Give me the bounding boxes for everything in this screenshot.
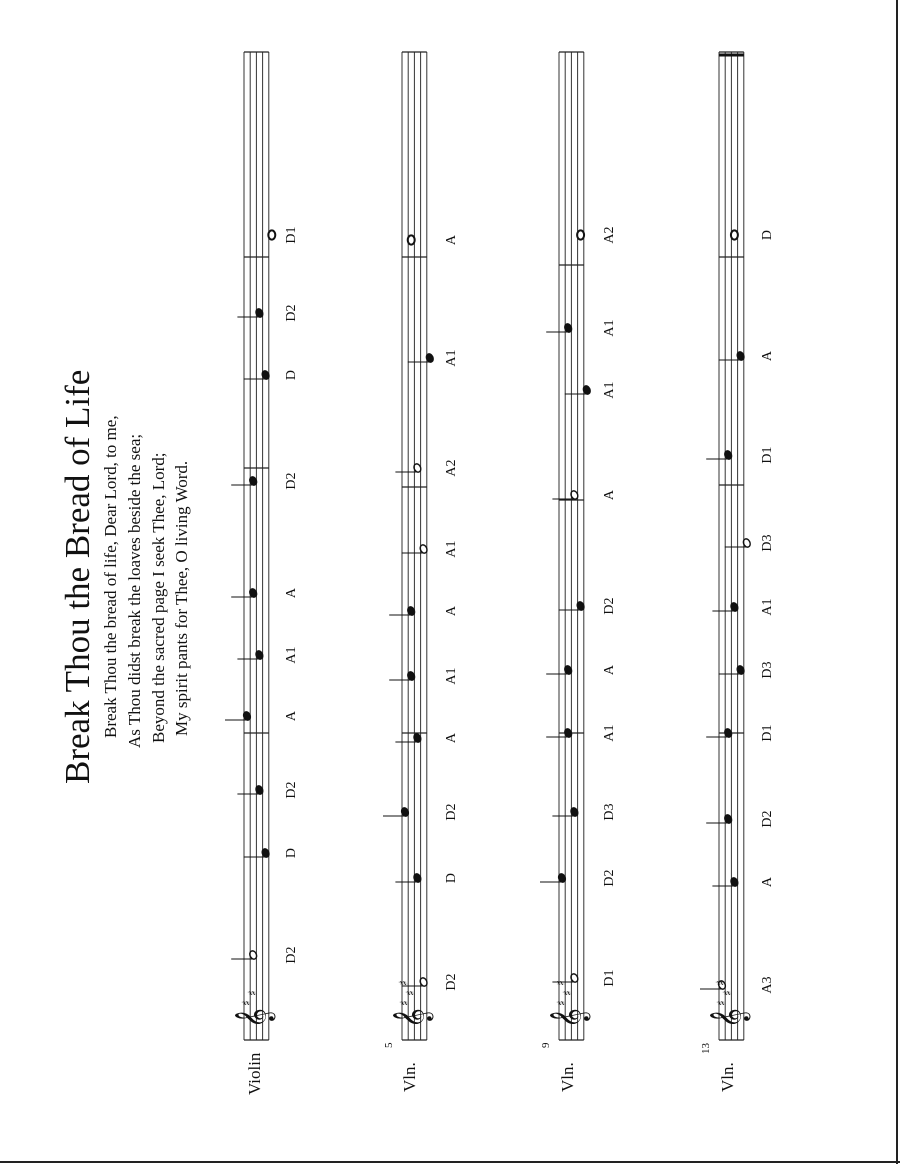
- sharp-icon: ♯: [713, 980, 728, 986]
- fingering-label: A: [760, 350, 775, 362]
- page-border-bottom: [0, 1161, 900, 1163]
- fingering-label: D: [284, 369, 299, 381]
- fingering-label: D1: [602, 969, 617, 987]
- fingering-label: A1: [602, 319, 617, 337]
- fingering-label: D: [284, 847, 299, 859]
- lyric-line-4: My spirit pants for Thee, O living Word.: [172, 460, 191, 736]
- sharp-icon: ♯: [720, 990, 735, 996]
- sharp-icon: ♯: [403, 990, 418, 996]
- sharp-icon: ♯: [714, 1000, 729, 1006]
- fingering-label: D2: [284, 304, 299, 322]
- fingering-label: D2: [444, 973, 459, 991]
- fingering-label: A: [444, 234, 459, 246]
- instrument-label-4: Vln.: [718, 1062, 737, 1092]
- lyric-line-1: Break Thou the bread of life, Dear Lord, to me,: [101, 415, 120, 738]
- sharp-icon: ♯: [239, 1000, 254, 1006]
- lyric-line-2: As Thou didst break the loaves beside the sea;: [125, 433, 144, 748]
- lyric-line-3: Beyond the sacred page I seek Thee, Lord;: [149, 452, 168, 743]
- fingering-label: A: [602, 489, 617, 501]
- whole-note: [268, 230, 275, 239]
- fingering-label: A1: [444, 349, 459, 367]
- fingering-label: D3: [602, 803, 617, 821]
- measure-number-2: 5: [383, 1042, 395, 1048]
- fingering-label: D2: [284, 472, 299, 490]
- instrument-label-1: Violin: [245, 1052, 264, 1095]
- sharp-icon: ♯: [396, 980, 411, 986]
- fingering-label: A3: [760, 976, 775, 994]
- page-title: Break Thou the Bread of Life: [58, 369, 97, 784]
- instrument-label-2: Vln.: [400, 1062, 419, 1092]
- fingering-label: A1: [284, 646, 299, 664]
- fingering-label: A: [444, 605, 459, 617]
- fingering-label: A2: [444, 459, 459, 477]
- whole-note: [731, 230, 738, 239]
- fingering-label: A2: [602, 226, 617, 244]
- fingering-label: D1: [760, 446, 775, 464]
- fingering-label: A: [602, 664, 617, 676]
- fingering-label: A: [284, 710, 299, 722]
- treble-clef-icon: 𝄞: [234, 1007, 275, 1029]
- instrument-label-3: Vln.: [558, 1062, 577, 1092]
- sharp-icon: ♯: [554, 1000, 569, 1006]
- fingering-label: A1: [602, 381, 617, 399]
- fingering-label: A: [760, 876, 775, 888]
- treble-clef-icon: 𝄞: [709, 1007, 750, 1029]
- treble-clef-icon: 𝄞: [549, 1007, 590, 1029]
- fingering-label: D3: [760, 534, 775, 552]
- fingering-label: A1: [444, 540, 459, 558]
- fingering-label: A: [444, 732, 459, 744]
- fingering-label: D: [444, 872, 459, 884]
- sharp-icon: ♯: [560, 990, 575, 996]
- whole-note: [408, 235, 415, 244]
- fingering-label: D2: [602, 869, 617, 887]
- fingering-label: D2: [444, 803, 459, 821]
- sharp-icon: ♯: [245, 990, 260, 996]
- fingering-label: D1: [760, 724, 775, 742]
- sharp-icon: ♯: [553, 980, 568, 986]
- fingering-label: D2: [284, 781, 299, 799]
- fingering-label: D: [760, 229, 775, 241]
- fingering-label: D3: [760, 661, 775, 679]
- page-border-right: [896, 0, 898, 1164]
- fingering-label: D2: [602, 597, 617, 615]
- fingering-label: D2: [284, 946, 299, 964]
- treble-clef-icon: 𝄞: [392, 1007, 433, 1029]
- fingering-label: D1: [284, 226, 299, 244]
- fingering-label: D2: [760, 810, 775, 828]
- fingering-label: A: [284, 587, 299, 599]
- measure-number-3: 9: [540, 1042, 552, 1048]
- fingering-label: A1: [444, 667, 459, 685]
- sharp-icon: ♯: [397, 1000, 412, 1006]
- fingering-label: A1: [760, 598, 775, 616]
- fingering-label: A1: [602, 724, 617, 742]
- whole-note: [577, 230, 584, 239]
- measure-number-4: 13: [700, 1043, 712, 1054]
